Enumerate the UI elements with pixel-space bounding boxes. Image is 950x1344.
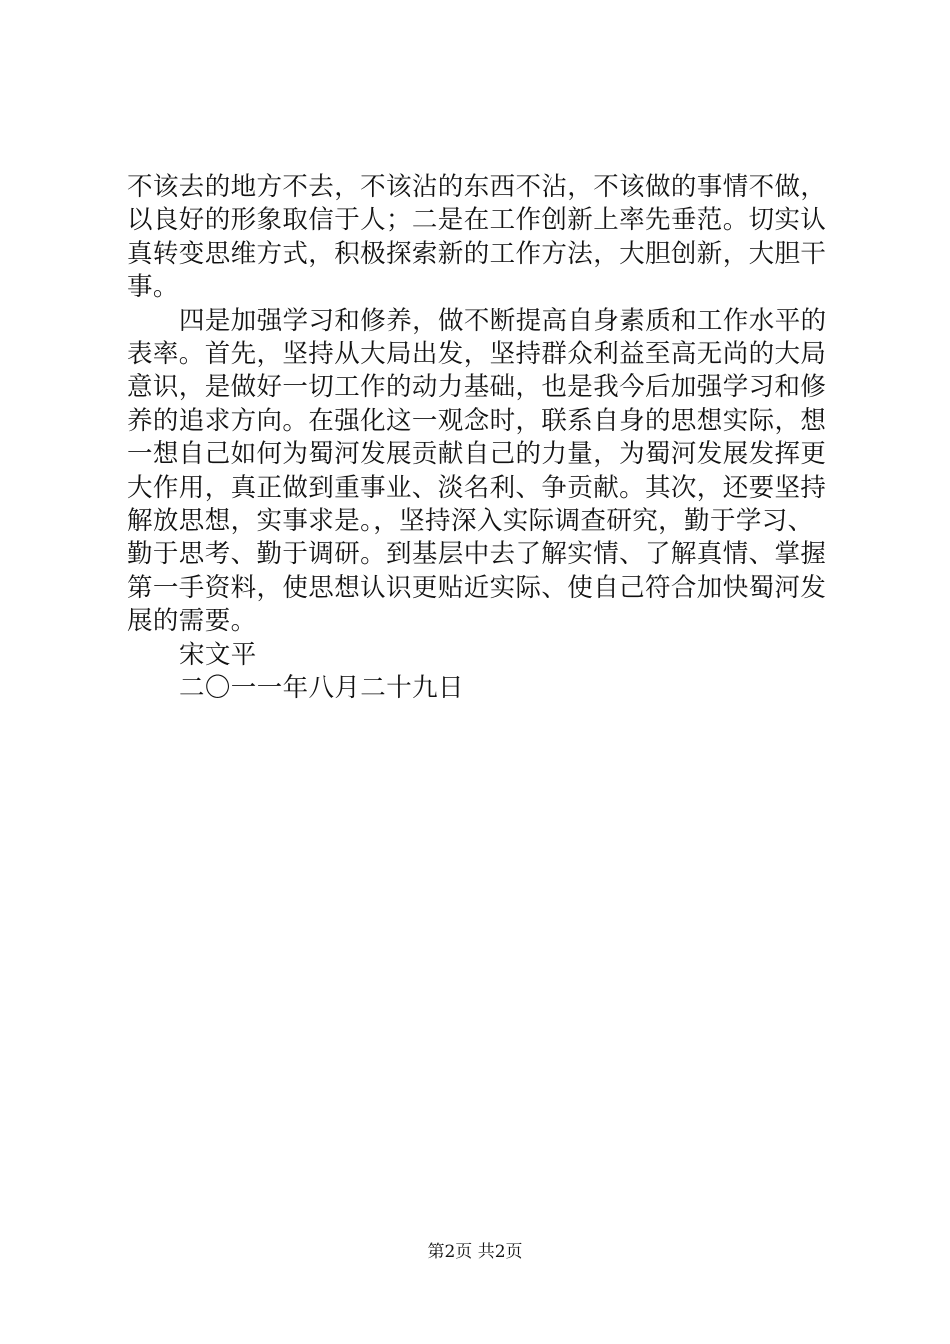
text-line: 解放思想，实事求是。，坚持深入实际调查研究，勤于学习、 — [127, 506, 814, 537]
text-line: 不该去的地方不去，不该沾的东西不沾，不该做的事情不做， — [127, 172, 827, 202]
text-line: 大作用，真正做到重事业、淡名利、争贡献。其次，还要坚持 — [127, 472, 827, 503]
text-line: 以良好的形象取信于人；二是在工作创新上率先垂范。切实认 — [127, 205, 827, 236]
signature-date: 二〇一一年八月二十九日 — [179, 673, 464, 704]
text-line: 表率。首先，坚持从大局出发，坚持群众利益至高无尚的大局 — [127, 339, 827, 370]
body-paragraph-1 — [127, 171, 831, 305]
text-line: 展的需要。 — [127, 606, 257, 637]
signature-name: 宋文平 — [179, 639, 257, 670]
text-line: 真转变思维方式，积极探索新的工作方法，大胆创新，大胆干 — [127, 238, 827, 269]
text-line: 养的追求方向。在强化这一观念时，联系自身的思想实际，想 — [127, 405, 827, 436]
page-number-footer: 第2页 共2页 — [427, 1242, 523, 1262]
text-line: 第一手资料，使思想认识更贴近实际、使自己符合加快蜀河发 — [127, 572, 827, 603]
text-line: 事。 — [127, 272, 179, 303]
text-line: 四是加强学习和修养，做不断提高自身素质和工作水平的 — [179, 305, 827, 336]
document-body — [127, 171, 831, 706]
text-line: 勤于思考、勤于调研。到基层中去了解实情、了解真情、掌握 — [127, 539, 827, 570]
text-line: 一想自己如何为蜀河发展贡献自己的力量，为蜀河发展发挥更 — [127, 439, 827, 470]
body-paragraph-2 — [127, 305, 831, 639]
text-line: 意识，是做好一切工作的动力基础，也是我今后加强学习和修 — [127, 372, 827, 403]
